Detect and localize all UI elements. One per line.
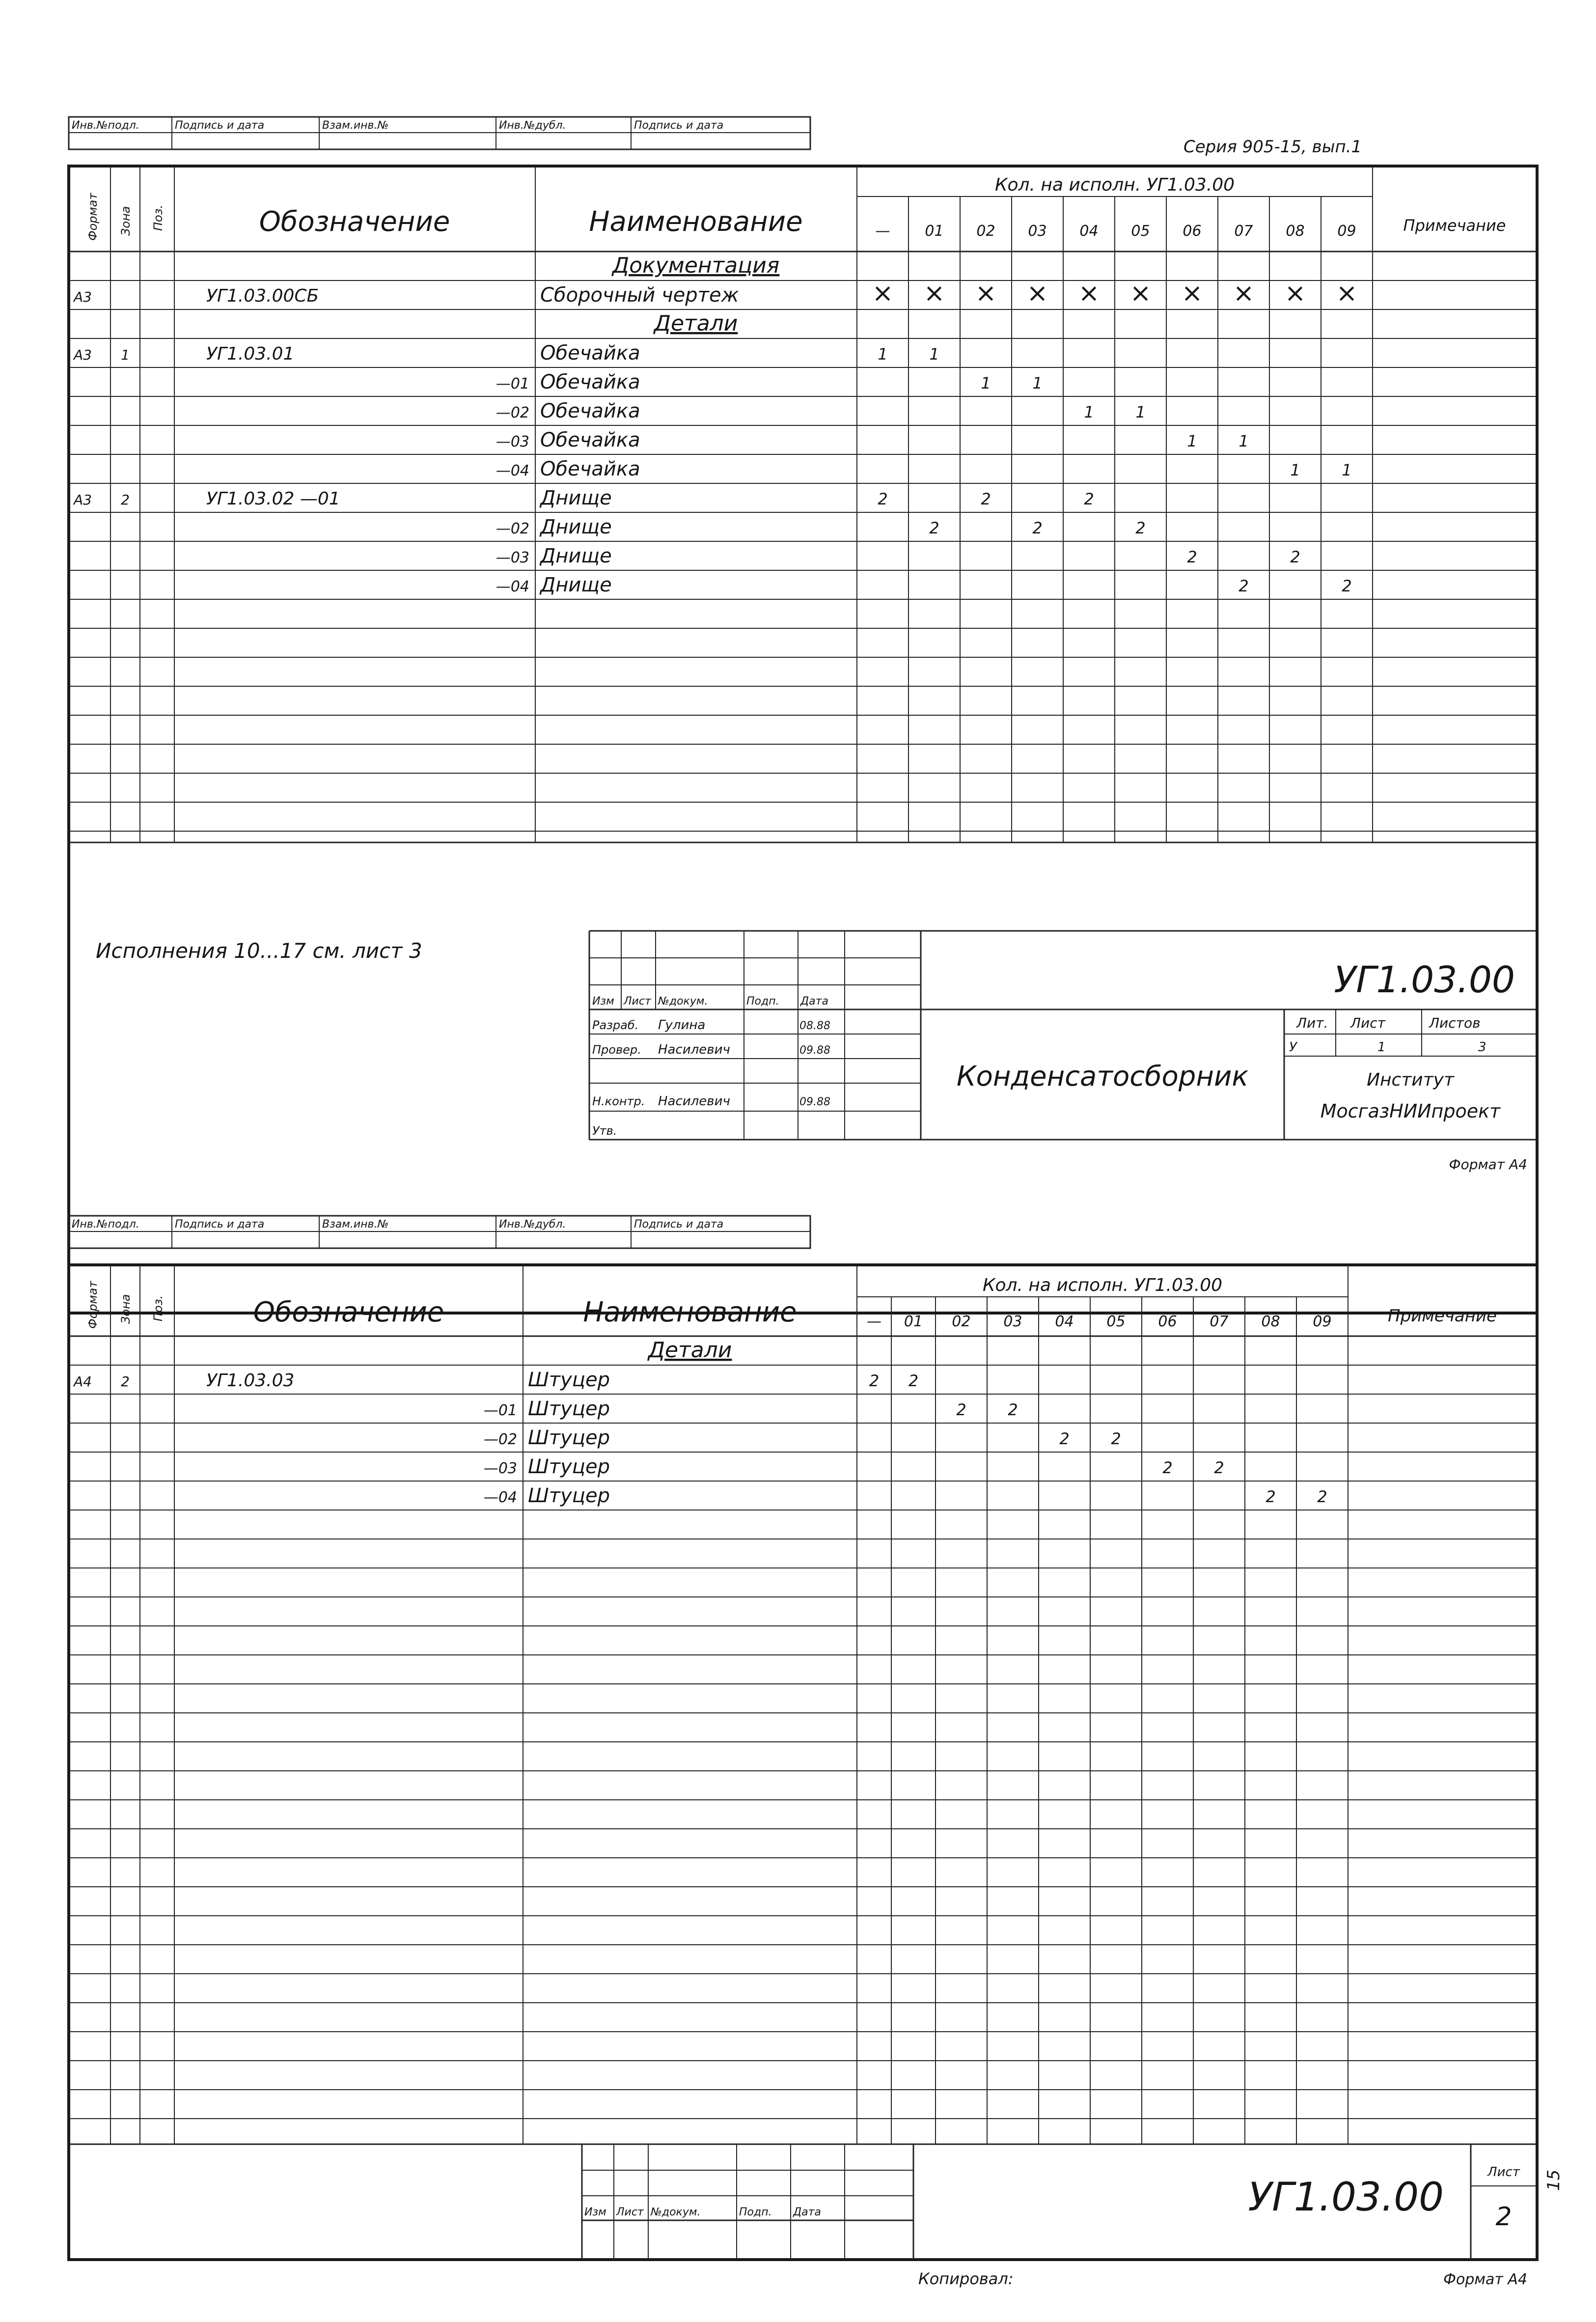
cell-designation: —04 [483,1489,517,1506]
table-row [73,279,1357,308]
tb-date: 09.88 [799,1044,830,1057]
header-variant: 06 [1158,1313,1177,1330]
cell-qty: 1 [1084,403,1094,421]
sheet-value: 1 [1377,1040,1386,1055]
table-row [484,1398,1018,1420]
header-variant: — [867,1313,881,1330]
table-row [484,1455,1224,1478]
stamp-label: Взам.инв.№ [322,1218,389,1231]
header-variant: 09 [1313,1313,1332,1330]
spec-table-header [86,1275,1497,1330]
cell-name: Штуцер [528,1455,610,1478]
tb-name: Насилевич [658,1042,730,1057]
tb-date: 09.88 [799,1096,830,1108]
table-row [496,400,1146,422]
table-row [496,458,1352,480]
format-label: Формат А4 [1443,2271,1527,2288]
cell-qty: 2 [1084,490,1094,508]
header-format: Формат [86,193,100,241]
section-heading: Детали [648,1338,732,1363]
lit-value: У [1289,1040,1297,1055]
header-variant: 07 [1210,1313,1229,1330]
tb-label: №докум. [651,2206,701,2218]
spec-table-rows-sheet-1 [69,253,1537,831]
tb-label: Дата [800,995,828,1007]
header-variant: 05 [1131,223,1150,240]
stamp-label: Подпись и дата [175,1218,265,1231]
cell-format: А4 [74,1373,92,1390]
sheet-2 [69,1216,1564,2288]
cell-pos: 2 [121,492,130,508]
lit-label: Лит. [1296,1015,1328,1031]
cell-pos: 2 [121,1373,130,1390]
cell-qty: 2 [908,1371,919,1390]
institute-line-1: Институт [1367,1070,1454,1090]
cell-qty: 2 [1342,577,1352,595]
cell-name: Днище [540,516,612,538]
sheets-value: 3 [1478,1040,1486,1055]
cell-name: Обечайка [540,371,640,393]
table-row [484,1484,1327,1507]
cell-designation: —04 [495,578,529,595]
header-zone: Зона [119,206,133,236]
cell-designation: —03 [483,1460,517,1477]
cell-name: Обечайка [540,342,640,364]
table-row [496,516,1146,538]
tb-label: Дата [793,2206,821,2218]
cell-designation: —01 [495,375,529,392]
table-row [611,253,780,278]
header-name: Наименование [589,206,803,238]
table-row [653,311,738,336]
header-variant: 09 [1337,223,1356,240]
cell-qty: 2 [1317,1487,1327,1506]
cell-qty: 1 [1135,403,1146,421]
cell-qty: 1 [878,345,888,364]
header-variant: 03 [1028,223,1047,240]
cell-qty: × [1181,279,1203,308]
cell-qty: 1 [1032,374,1043,392]
doc-title: Конденсатосборник [956,1061,1249,1092]
cell-designation: —02 [495,404,529,421]
stamp-label: Инв.№дубл. [499,1218,566,1231]
table-row [647,1338,732,1363]
cell-name: Днище [540,574,612,596]
cell-name: Штуцер [528,1484,610,1507]
header-format: Формат [86,1281,100,1329]
stamp-label: Инв.№подл. [72,119,139,132]
copied-label: Копировал: [918,2269,1014,2288]
tb-name: Насилевич [658,1094,730,1109]
cell-format: А3 [74,492,92,508]
header-variant: 04 [1079,223,1099,240]
tb-label: №докум. [658,995,708,1007]
cell-qty: 2 [956,1400,966,1419]
cell-designation: —02 [495,520,529,537]
note-text: Исполнения 10...17 см. лист 3 [96,939,422,963]
sheet-1 [69,117,1537,1313]
cell-qty: 2 [1214,1458,1224,1477]
cell-qty: 2 [1032,519,1043,537]
cell-designation: УГ1.03.01 [206,344,295,364]
cell-name: Штуцер [528,1369,610,1391]
doc-code: УГ1.03.00 [1334,959,1515,1001]
sheets-label: Листов [1429,1015,1481,1031]
cell-qty: 1 [981,374,991,392]
cell-designation: —03 [495,549,529,566]
section-heading: Документация [612,253,780,278]
table-row [496,429,1249,451]
tb-label: Подп. [739,2206,772,2218]
sheet-2-frame [69,1265,1537,2260]
spec-table-grid [110,1265,1348,2144]
cell-qty: 2 [1008,1400,1018,1419]
tb-role: Утв. [592,1124,617,1138]
header-variant: 04 [1055,1313,1074,1330]
stamp-label: Подпись и дата [634,119,724,132]
header-qty-title: Кол. на исполн. УГ1.03.00 [982,1275,1223,1295]
header-variant: 08 [1286,223,1305,240]
cell-qty: 1 [1290,461,1300,479]
table-row [484,1427,1121,1449]
institute-line-2: МосгазНИИпроект [1320,1100,1501,1122]
cell-qty: × [1233,279,1255,308]
cell-designation: УГ1.03.03 [206,1371,295,1391]
cell-designation: —03 [495,433,529,450]
header-variant: — [875,223,890,240]
cell-qty: × [923,279,945,308]
table-row [496,574,1352,596]
cell-name: Днище [540,487,612,509]
cell-name: Обечайка [540,429,640,451]
cell-name: Штуцер [528,1398,610,1420]
cell-qty: 2 [929,519,939,537]
cell-format: А3 [74,289,92,305]
cell-qty: × [1284,279,1306,308]
header-zone: Зона [119,1294,133,1324]
stamp-label: Подпись и дата [634,1218,724,1231]
table-row [496,545,1300,567]
stamp-label: Инв.№дубл. [499,119,566,132]
cell-designation: —04 [495,462,529,479]
cell-qty: 1 [929,345,939,364]
cell-qty: 2 [869,1371,880,1390]
table-row [73,487,1094,509]
cell-designation: —01 [483,1402,517,1419]
sheet-label: Лист [1350,1015,1385,1031]
cell-qty: 1 [1238,432,1249,450]
header-designation: Обозначение [253,1296,444,1328]
spec-table-header [86,175,1506,241]
table-row [73,1369,918,1391]
cell-qty: 2 [1187,548,1197,566]
stamp-strip-top [69,1216,810,1248]
tb-role: Разраб. [592,1018,639,1032]
stamp-label: Подпись и дата [175,119,265,132]
header-variant: 01 [925,223,944,240]
cell-qty: × [1336,279,1358,308]
series-label: Серия 905-15, вып.1 [1183,137,1362,157]
cell-qty: 2 [1266,1487,1276,1506]
doc-code: УГ1.03.00 [1248,2174,1444,2220]
cell-pos: 1 [121,347,130,363]
cell-name: Обечайка [540,458,640,480]
cell-qty: 2 [1059,1429,1070,1448]
cell-qty: 2 [878,490,888,508]
stamp-label: Инв.№подл. [72,1218,139,1231]
header-variant: 07 [1234,223,1253,240]
table-row [73,342,939,364]
tb-label: Лист [616,2206,644,2218]
cell-qty: 1 [1342,461,1352,479]
header-note: Примечание [1403,216,1506,235]
header-variant: 02 [952,1313,971,1330]
header-variant: 06 [1183,223,1202,240]
cell-qty: 2 [981,490,991,508]
cell-name: Сборочный чертеж [540,284,739,307]
header-name: Наименование [583,1296,797,1328]
title-block-sheet-1 [589,931,1537,1140]
header-variant: 01 [904,1313,923,1330]
header-variant: 08 [1261,1313,1280,1330]
header-variant: 05 [1106,1313,1126,1330]
format-label: Формат А4 [1449,1156,1527,1173]
cell-designation: УГ1.03.02 —01 [206,489,340,509]
cell-qty: × [1078,279,1100,308]
section-heading: Детали [654,311,738,336]
cell-qty: × [872,279,894,308]
header-pos: Поз. [151,204,165,231]
tb-label: Изм [592,995,614,1007]
cell-qty: 2 [1162,1458,1173,1477]
spec-table-rows-sheet-2 [69,1338,1537,2119]
header-designation: Обозначение [259,206,450,238]
tb-date: 08.88 [799,1020,830,1032]
side-number: 15 [1544,2169,1564,2191]
cell-qty: 1 [1187,432,1197,450]
cell-qty: × [975,279,997,308]
tb-label: Подп. [746,995,779,1007]
header-qty-title: Кол. на исполн. УГ1.03.00 [994,175,1235,195]
tb-role: Н.контр. [592,1094,645,1108]
tb-label: Изм [584,2206,606,2218]
title-block-sheet-2 [582,2144,1537,2260]
header-note: Примечание [1388,1306,1497,1326]
cell-qty: × [1026,279,1048,308]
cell-name: Днище [540,545,612,567]
stamp-strip-top [69,117,810,149]
tb-name: Гулина [658,1018,706,1033]
cell-name: Штуцер [528,1427,610,1449]
header-pos: Поз. [151,1295,165,1321]
sheet-value: 2 [1495,2202,1512,2232]
cell-qty: 2 [1238,577,1249,595]
cell-qty: 2 [1111,1429,1121,1448]
cell-format: А3 [74,347,92,363]
tb-label: Лист [624,995,651,1007]
header-variant: 03 [1003,1313,1022,1330]
cell-qty: × [1129,279,1152,308]
sheet-label: Лист [1487,2165,1520,2180]
cell-qty: 2 [1135,519,1146,537]
cell-name: Обечайка [540,400,640,422]
cell-designation: —02 [483,1431,517,1448]
cell-designation: УГ1.03.00СБ [206,286,319,306]
cell-qty: 2 [1290,548,1300,566]
header-variant: 02 [976,223,995,240]
stamp-label: Взам.инв.№ [322,119,389,132]
tb-role: Провер. [592,1043,641,1057]
